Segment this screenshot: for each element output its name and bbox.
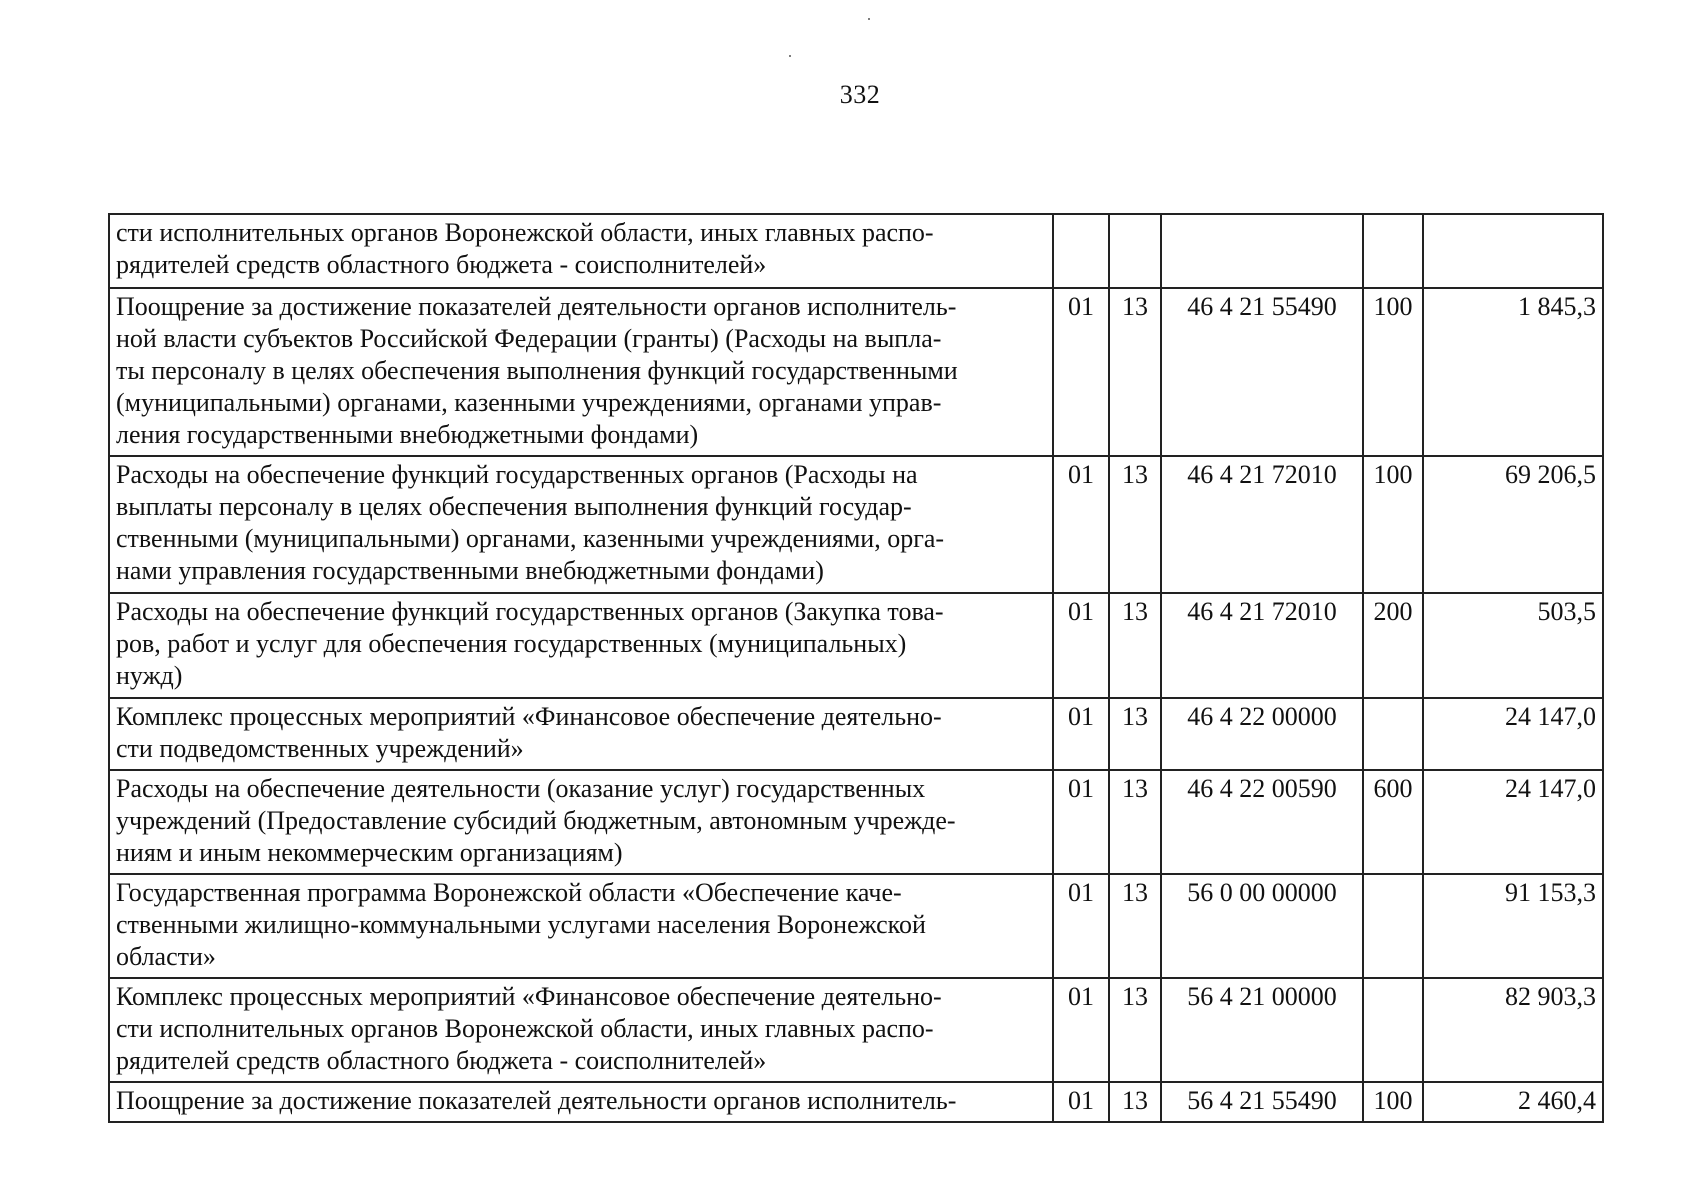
row-description [109,593,1053,698]
row-amount: 24 147,0 [1423,698,1603,770]
row-section: 01 [1053,770,1109,874]
row-subsection: 13 [1109,698,1161,770]
description-line: (муниципальными) органами, казенными учреждениями, органами управ- [116,388,942,417]
description-line: рядителей средств областного бюджета - соисполнителей» [116,250,767,279]
row-section: 01 [1053,978,1109,1082]
description-line: нами управления государственными внебюджетными фондами) [116,556,824,585]
table-row [109,770,1603,874]
row-expense-type: 600 [1363,770,1423,874]
row-expense-type [1363,978,1423,1082]
budget-table [108,213,1604,1123]
row-amount: 82 903,3 [1423,978,1603,1082]
row-section: 01 [1053,1082,1109,1122]
table-row [109,593,1603,698]
row-subsection: 13 [1109,1082,1161,1122]
description-line: нужд) [116,661,183,690]
row-target-article: 46 4 21 55490 [1161,288,1363,456]
row-amount: 2 460,4 [1423,1082,1603,1122]
row-expense-type [1363,698,1423,770]
description-line: Государственная программа Воронежской области «Обеспечение каче- [116,878,902,907]
description-line: Расходы на обеспечение функций государственных органов (Закупка това- [116,597,944,626]
row-expense-type: 100 [1363,1082,1423,1122]
description-line: сти исполнительных органов Воронежской области, иных главных распо- [116,1014,934,1043]
row-section: 01 [1053,456,1109,593]
description-line: учреждений (Предоставление субсидий бюджетным, автономным учрежде- [116,806,956,835]
row-description [109,214,1053,288]
row-expense-type: 100 [1363,456,1423,593]
row-description [109,456,1053,593]
row-description [109,1082,1053,1122]
row-target-article: 46 4 21 72010 [1161,593,1363,698]
row-description [109,770,1053,874]
row-description [109,288,1053,456]
row-amount: 503,5 [1423,593,1603,698]
description-line: ты персоналу в целях обеспечения выполнения функций государственными [116,356,958,385]
page-number: 332 [839,80,881,109]
row-subsection: 13 [1109,978,1161,1082]
description-line: ров, работ и услуг для обеспечения государственных (муниципальных) [116,629,907,658]
description-line: выплаты персоналу в целях обеспечения выполнения функций государ- [116,492,912,521]
row-target-article: 56 4 21 00000 [1161,978,1363,1082]
row-target-article: 46 4 22 00000 [1161,698,1363,770]
row-subsection: 13 [1109,874,1161,978]
row-amount: 24 147,0 [1423,770,1603,874]
description-line: ственными жилищно-коммунальными услугами населения Воронежской [116,910,926,939]
row-description [109,874,1053,978]
row-expense-type [1363,214,1423,288]
row-section: 01 [1053,698,1109,770]
description-line: области» [116,942,216,971]
row-target-article: 46 4 21 72010 [1161,456,1363,593]
row-subsection: 13 [1109,288,1161,456]
row-subsection: 13 [1109,593,1161,698]
row-section: 01 [1053,874,1109,978]
table-row [109,978,1603,1082]
scan-speck [868,18,870,20]
description-line: сти подведомственных учреждений» [116,734,524,763]
row-subsection: 13 [1109,770,1161,874]
description-line: сти исполнительных органов Воронежской области, иных главных распо- [116,218,934,247]
description-line: Комплекс процессных мероприятий «Финансовое обеспечение деятельно- [116,982,942,1011]
description-line: Поощрение за достижение показателей деятельности органов исполнитель- [116,1086,957,1115]
table-body [109,214,1603,1122]
description-line: Поощрение за достижение показателей деятельности органов исполнитель- [116,292,957,321]
description-line: рядителей средств областного бюджета - соисполнителей» [116,1046,767,1075]
table-row [109,1082,1603,1122]
description-line: ниям и иным некоммерческим организациям) [116,838,623,867]
row-amount: 1 845,3 [1423,288,1603,456]
row-description [109,698,1053,770]
table-row [109,456,1603,593]
description-line: ления государственными внебюджетными фондами) [116,420,699,449]
row-amount [1423,214,1603,288]
description-line: ной власти субъектов Российской Федерации (гранты) (Расходы на выпла- [116,324,942,353]
table-row [109,698,1603,770]
row-target-article: 56 4 21 55490 [1161,1082,1363,1122]
row-target-article [1161,214,1363,288]
row-section: 01 [1053,593,1109,698]
row-expense-type: 200 [1363,593,1423,698]
description-line: ственными (муниципальными) органами, казенными учреждениями, орга- [116,524,945,553]
row-section: 01 [1053,288,1109,456]
row-subsection: 13 [1109,456,1161,593]
row-expense-type [1363,874,1423,978]
table-row [109,874,1603,978]
table-row [109,214,1603,288]
row-target-article: 56 0 00 00000 [1161,874,1363,978]
row-section [1053,214,1109,288]
row-subsection [1109,214,1161,288]
scan-speck [789,55,791,57]
row-amount: 69 206,5 [1423,456,1603,593]
description-line: Расходы на обеспечение функций государственных органов (Расходы на [116,460,918,489]
description-line: Комплекс процессных мероприятий «Финансовое обеспечение деятельно- [116,702,942,731]
row-description [109,978,1053,1082]
row-target-article: 46 4 22 00590 [1161,770,1363,874]
table-row [109,288,1603,456]
description-line: Расходы на обеспечение деятельности (оказание услуг) государственных [116,774,926,803]
row-expense-type: 100 [1363,288,1423,456]
row-amount: 91 153,3 [1423,874,1603,978]
